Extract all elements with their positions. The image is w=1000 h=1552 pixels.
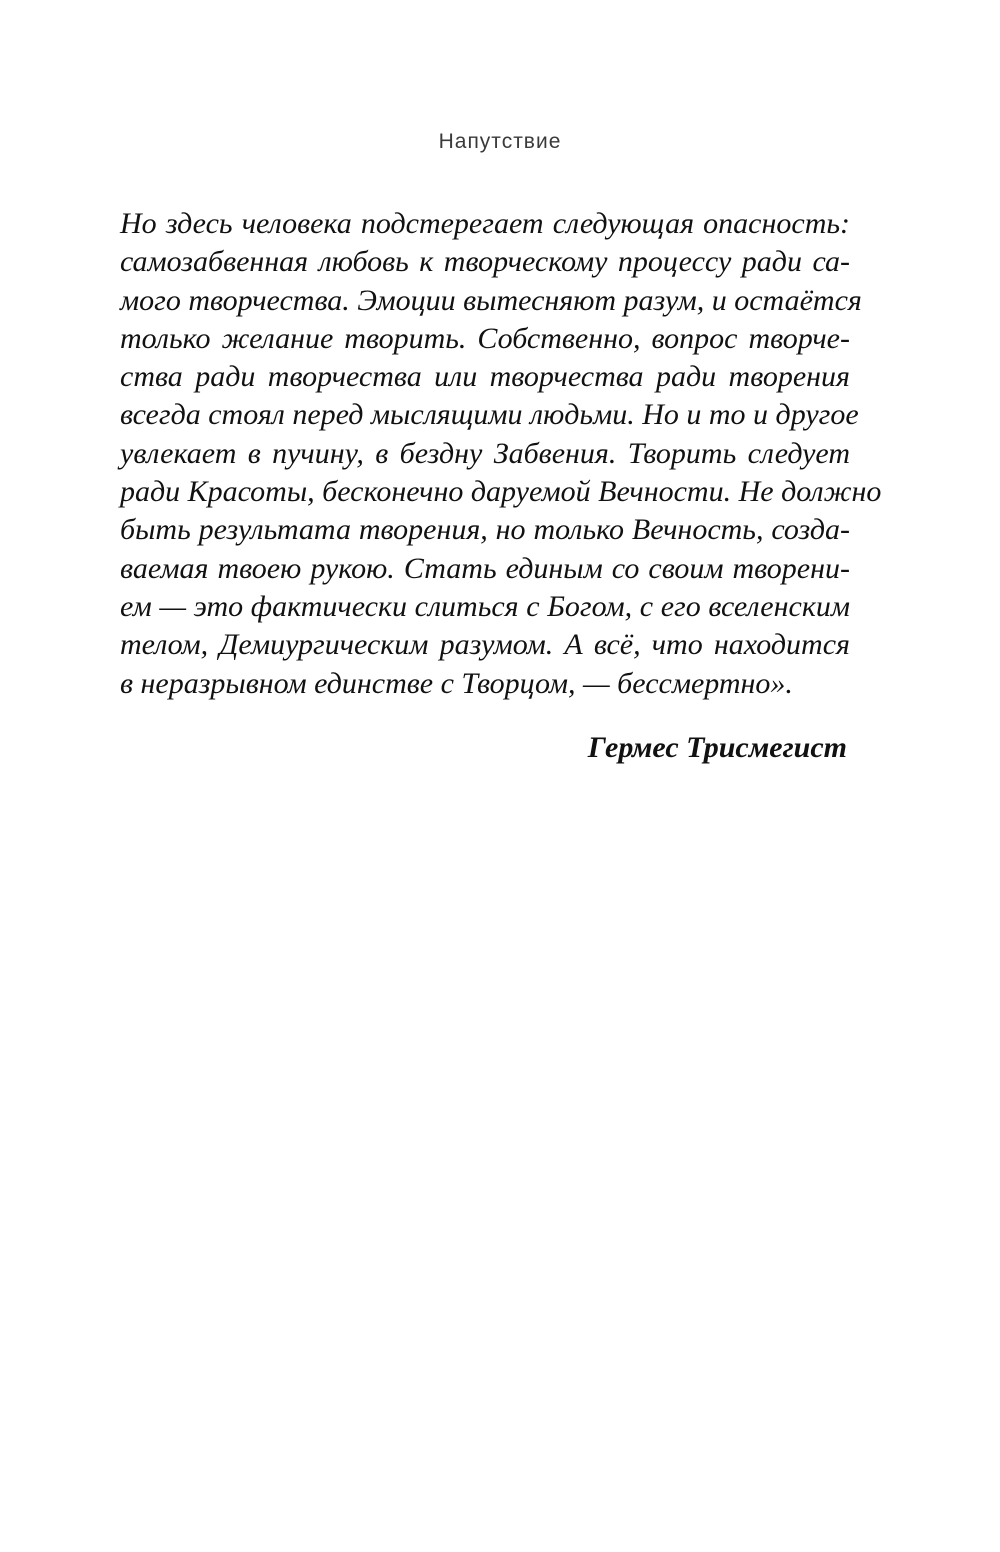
quote-line: быть результата творения, но только Вечность, созда- bbox=[120, 513, 850, 547]
quote-line: ваемая твоею рукою. Стать единым со своим творени- bbox=[120, 551, 850, 585]
quote-line: в неразрывном единстве с Творцом, — бессмертно». bbox=[120, 666, 793, 700]
quote-paragraph bbox=[120, 205, 882, 703]
quote-line: ради Красоты, бесконечно даруемой Вечности. Не должно bbox=[120, 475, 882, 509]
quote-line: Но здесь человека подстерегает следующая опасность: bbox=[120, 207, 850, 240]
quote-line: только желание творить. Собственно, вопрос творче- bbox=[120, 321, 850, 355]
quote-line: мого творчества. Эмоции вытесняют разум, и остаётся bbox=[120, 283, 862, 317]
quote-line: увлекает в пучину, в бездну Забвения. Творить следует bbox=[120, 436, 850, 470]
quote-line: ем — это фактически слиться с Богом, с его вселенским bbox=[120, 589, 850, 623]
running-head-title: Напутствие bbox=[438, 130, 562, 153]
quote-line: ства ради творчества или творчества ради творения bbox=[120, 360, 850, 394]
quote-attribution: Гермес Трисмегист bbox=[587, 731, 847, 764]
quote-line: телом, Демиургическим разумом. А всё, что находится bbox=[120, 628, 850, 662]
quote-line: всегда стоял перед мыслящими людьми. Но и то и другое bbox=[120, 398, 859, 432]
quote-line: самозабвенная любовь к творческому процессу ради са- bbox=[120, 245, 850, 279]
